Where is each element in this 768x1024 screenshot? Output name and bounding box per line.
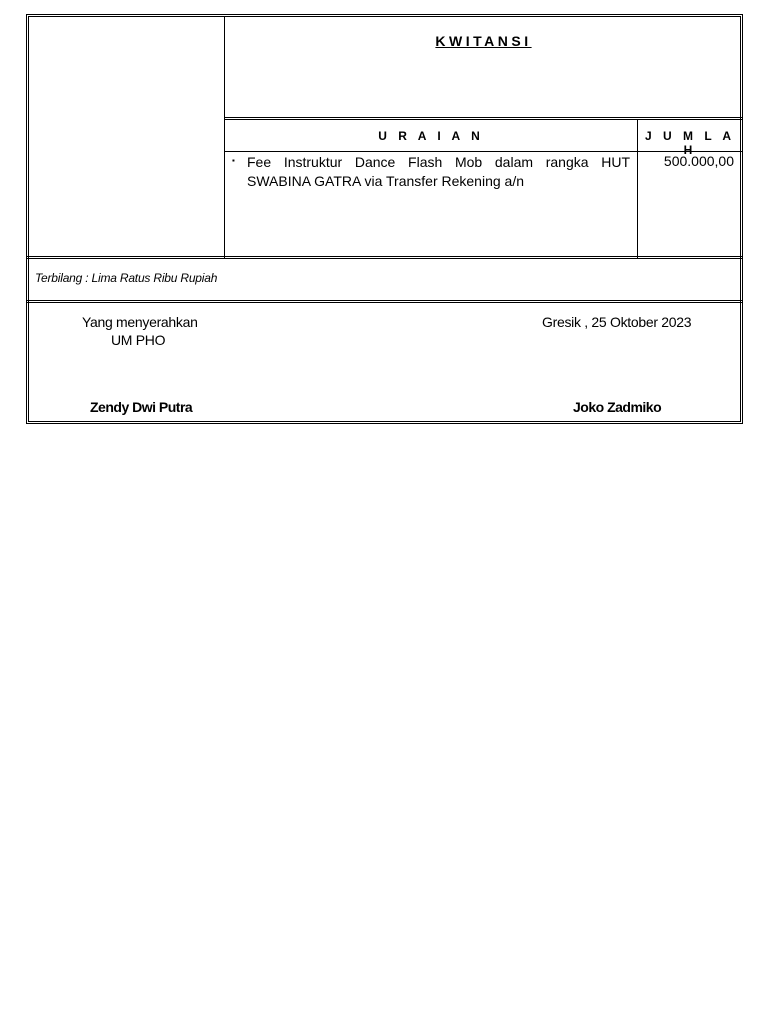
bullet-icon: ▪ [232,156,235,165]
signature-top-border [27,300,742,303]
handover-role: Yang menyerahkan [82,314,198,330]
handover-name: Zendy Dwi Putra [90,399,193,415]
receipt-title: KWITANSI [435,33,532,49]
terbilang-top-border [27,256,742,259]
amount-in-words: Terbilang : Lima Ratus Ribu Rupiah [35,271,218,285]
item-description: Fee Instruktur Dance Flash Mob dalam rangka HUT SWABINA GATRA via Transfer Rekening a/n [247,154,630,189]
receipt-frame [26,14,743,424]
jumlah-header: J U M L A H [644,129,735,157]
handover-unit: UM PHO [111,332,166,348]
uraian-header: U R A I A N [378,129,484,143]
receiver-name: Joko Zadmiko [573,399,662,415]
table-top-border [224,117,742,120]
item-amount: 500.000,00 [663,153,734,169]
place-date: Gresik , 25 Oktober 2023 [542,314,692,330]
